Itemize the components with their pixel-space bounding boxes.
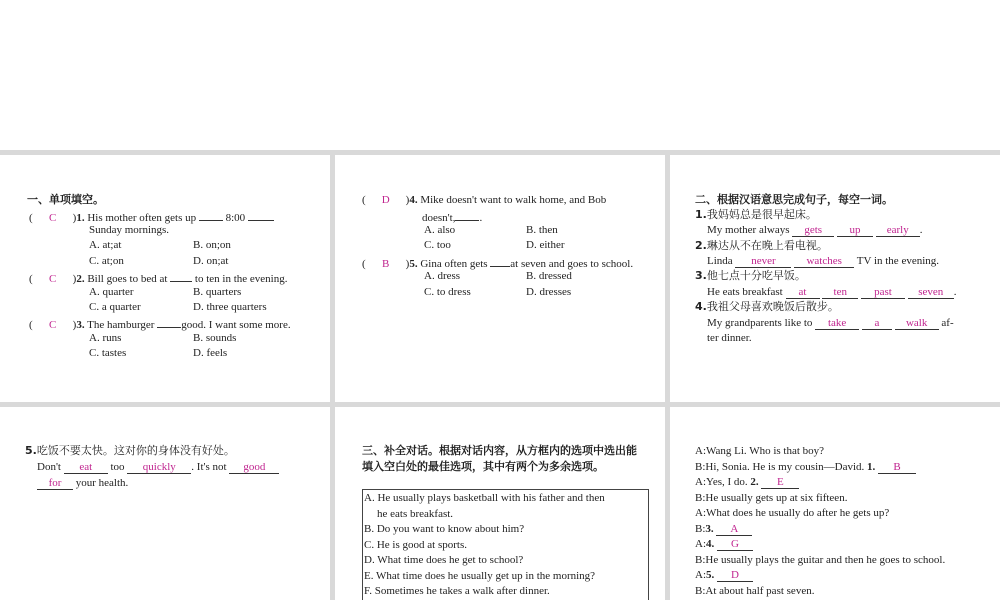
blank[interactable] [157,315,181,328]
answer-blank[interactable]: early [876,224,920,237]
answer-blank[interactable]: B [878,461,916,474]
section-heading-3: 三、补全对话。根据对话内容，从方框内的选项中选出能 [362,444,637,457]
dialogue-line: A:Wang Li. Who is that boy? [695,445,825,457]
answer-blank[interactable]: ten [822,286,858,299]
option: C. too [424,239,451,251]
answer-blank[interactable]: never [735,255,791,268]
blank[interactable] [490,254,510,267]
option: D. feels [193,347,228,359]
option: A. at;at [89,239,122,251]
option: D. either [526,239,565,251]
dialogue-line: B:Hi, Sonia. He is my cousin—David. 1. B [695,460,916,474]
panel-single-choice-1 [0,155,330,402]
blank[interactable] [248,208,274,221]
dialogue-line: A:Yes, I do. 2. E [695,475,799,489]
dialogue-option: F. Sometimes he takes a walk after dinner. [364,585,550,597]
question-1: ( C )1. His mother often gets up 8:00 [29,208,274,225]
sentence-1-zh: 1.我妈妈总是很早起床。 [695,208,817,221]
answer-blank[interactable]: quickly [127,461,191,474]
section-heading-3-line2: 填入空白处的最佳选项，其中有两个为多余选项。 [362,460,604,473]
dialogue-line: A:4. G [695,537,753,551]
option: D. three quarters [193,301,267,313]
section-heading-1: 一、单项填空。 [27,193,104,206]
option: B. on;on [193,239,231,251]
question-4-line2: doesn't, . [422,208,482,225]
answer-blank[interactable]: good [229,461,279,474]
answer-blank[interactable]: eat [64,461,108,474]
answer-blank[interactable]: A [716,523,752,536]
panel-translation-1 [670,155,1000,402]
question-4: ( D )4. Mike doesn't want to walk home, and Bob [362,194,607,206]
dialogue-line: B:He usually plays the guitar and then he goes to school. [695,554,946,566]
sentence-1: My mother always gets up early . [707,224,923,236]
answer-blank[interactable]: walk [895,317,939,330]
answer-blank[interactable]: take [815,317,859,330]
sentence-3-zh: 3.他七点十分吃早饭。 [695,269,806,282]
answer-5: B [382,258,390,270]
sentence-5-line2: for your health. [37,476,128,490]
dialogue-line: A:5. D [695,568,753,582]
option: C. to dress [424,286,471,298]
sentence-5-zh: 5.吃饭不要太快。这对你的身体没有好处。 [25,444,235,457]
answer-blank[interactable]: past [861,286,905,299]
option: C. tastes [89,347,127,359]
question-3: ( C )3. The hamburger good. I want some more. [29,315,291,332]
answer-blank[interactable]: watches [794,255,854,268]
dialogue-option: C. He is good at sports. [364,539,467,551]
answer-3: C [49,319,57,331]
answer-blank[interactable]: E [761,476,799,489]
sentence-5: Don't eat too quickly . It's not good [37,460,279,474]
option: B. then [526,224,558,236]
panel-dialogue-options [335,407,665,600]
answer-blank[interactable]: D [717,569,753,582]
answer-blank[interactable]: a [862,317,892,330]
sentence-3: He eats breakfast at ten past seven . [707,286,957,298]
option: A. runs [89,332,122,344]
dialogue-line: A:What does he usually do after he gets up? [695,507,890,519]
option: B. dressed [526,270,572,282]
option: B. sounds [193,332,237,344]
sentence-2: Linda never watches TV in the evening. [707,255,940,267]
answer-blank[interactable]: gets [792,224,834,237]
sentence-4-zh: 4.我祖父母喜欢晚饭后散步。 [695,300,839,313]
option: A. quarter [89,286,134,298]
sentence-4: My grandparents like to take a walk af- [707,317,954,329]
answer-blank[interactable]: G [717,538,753,551]
answer-2: C [49,273,57,285]
answer-blank[interactable]: for [37,477,73,490]
option: C. at;on [89,255,124,267]
answer-blank[interactable]: up [837,224,873,237]
dialogue-line: B:3. A [695,522,752,536]
sentence-2-zh: 2.琳达从不在晚上看电视。 [695,239,828,252]
answer-blank[interactable]: at [786,286,820,299]
option: D. dresses [526,286,572,298]
sentence-4-line2: ter dinner. [707,332,752,344]
option: C. a quarter [89,301,141,313]
panel-translation-2 [0,407,330,600]
answer-1: C [49,212,57,224]
option: A. also [424,224,456,236]
answer-4: D [381,194,390,206]
question-1-line2: Sunday mornings. [89,224,170,236]
blank[interactable] [455,208,479,221]
panel-dialogue [670,407,1000,600]
question-2: ( C )2. Bill goes to bed at to ten in the evening. [29,269,287,286]
dialogue-line: B:He usually gets up at six fifteen. [695,492,848,504]
dialogue-option: he eats breakfast. [377,508,454,520]
dialogue-option: D. What time does he get to school? [364,554,524,566]
blank[interactable] [199,208,223,221]
top-margin [0,0,1000,150]
dialogue-option: B. Do you want to know about him? [364,523,525,535]
option: D. on;at [193,255,229,267]
panel-single-choice-2 [335,155,665,402]
section-heading-2: 二、根据汉语意思完成句子，每空一词。 [695,193,893,206]
dialogue-option: A. He usually plays basketball with his father and then [364,492,605,504]
dialogue-line: B:At about half past seven. [695,585,815,597]
answer-blank[interactable]: seven [908,286,954,299]
question-5: ( B )5. Gina often gets at seven and goes to school. [362,254,633,271]
dialogue-option: E. What time does he usually get up in the morning? [364,570,596,582]
option: B. quarters [193,286,242,298]
option: A. dress [424,270,461,282]
blank[interactable] [170,269,192,282]
